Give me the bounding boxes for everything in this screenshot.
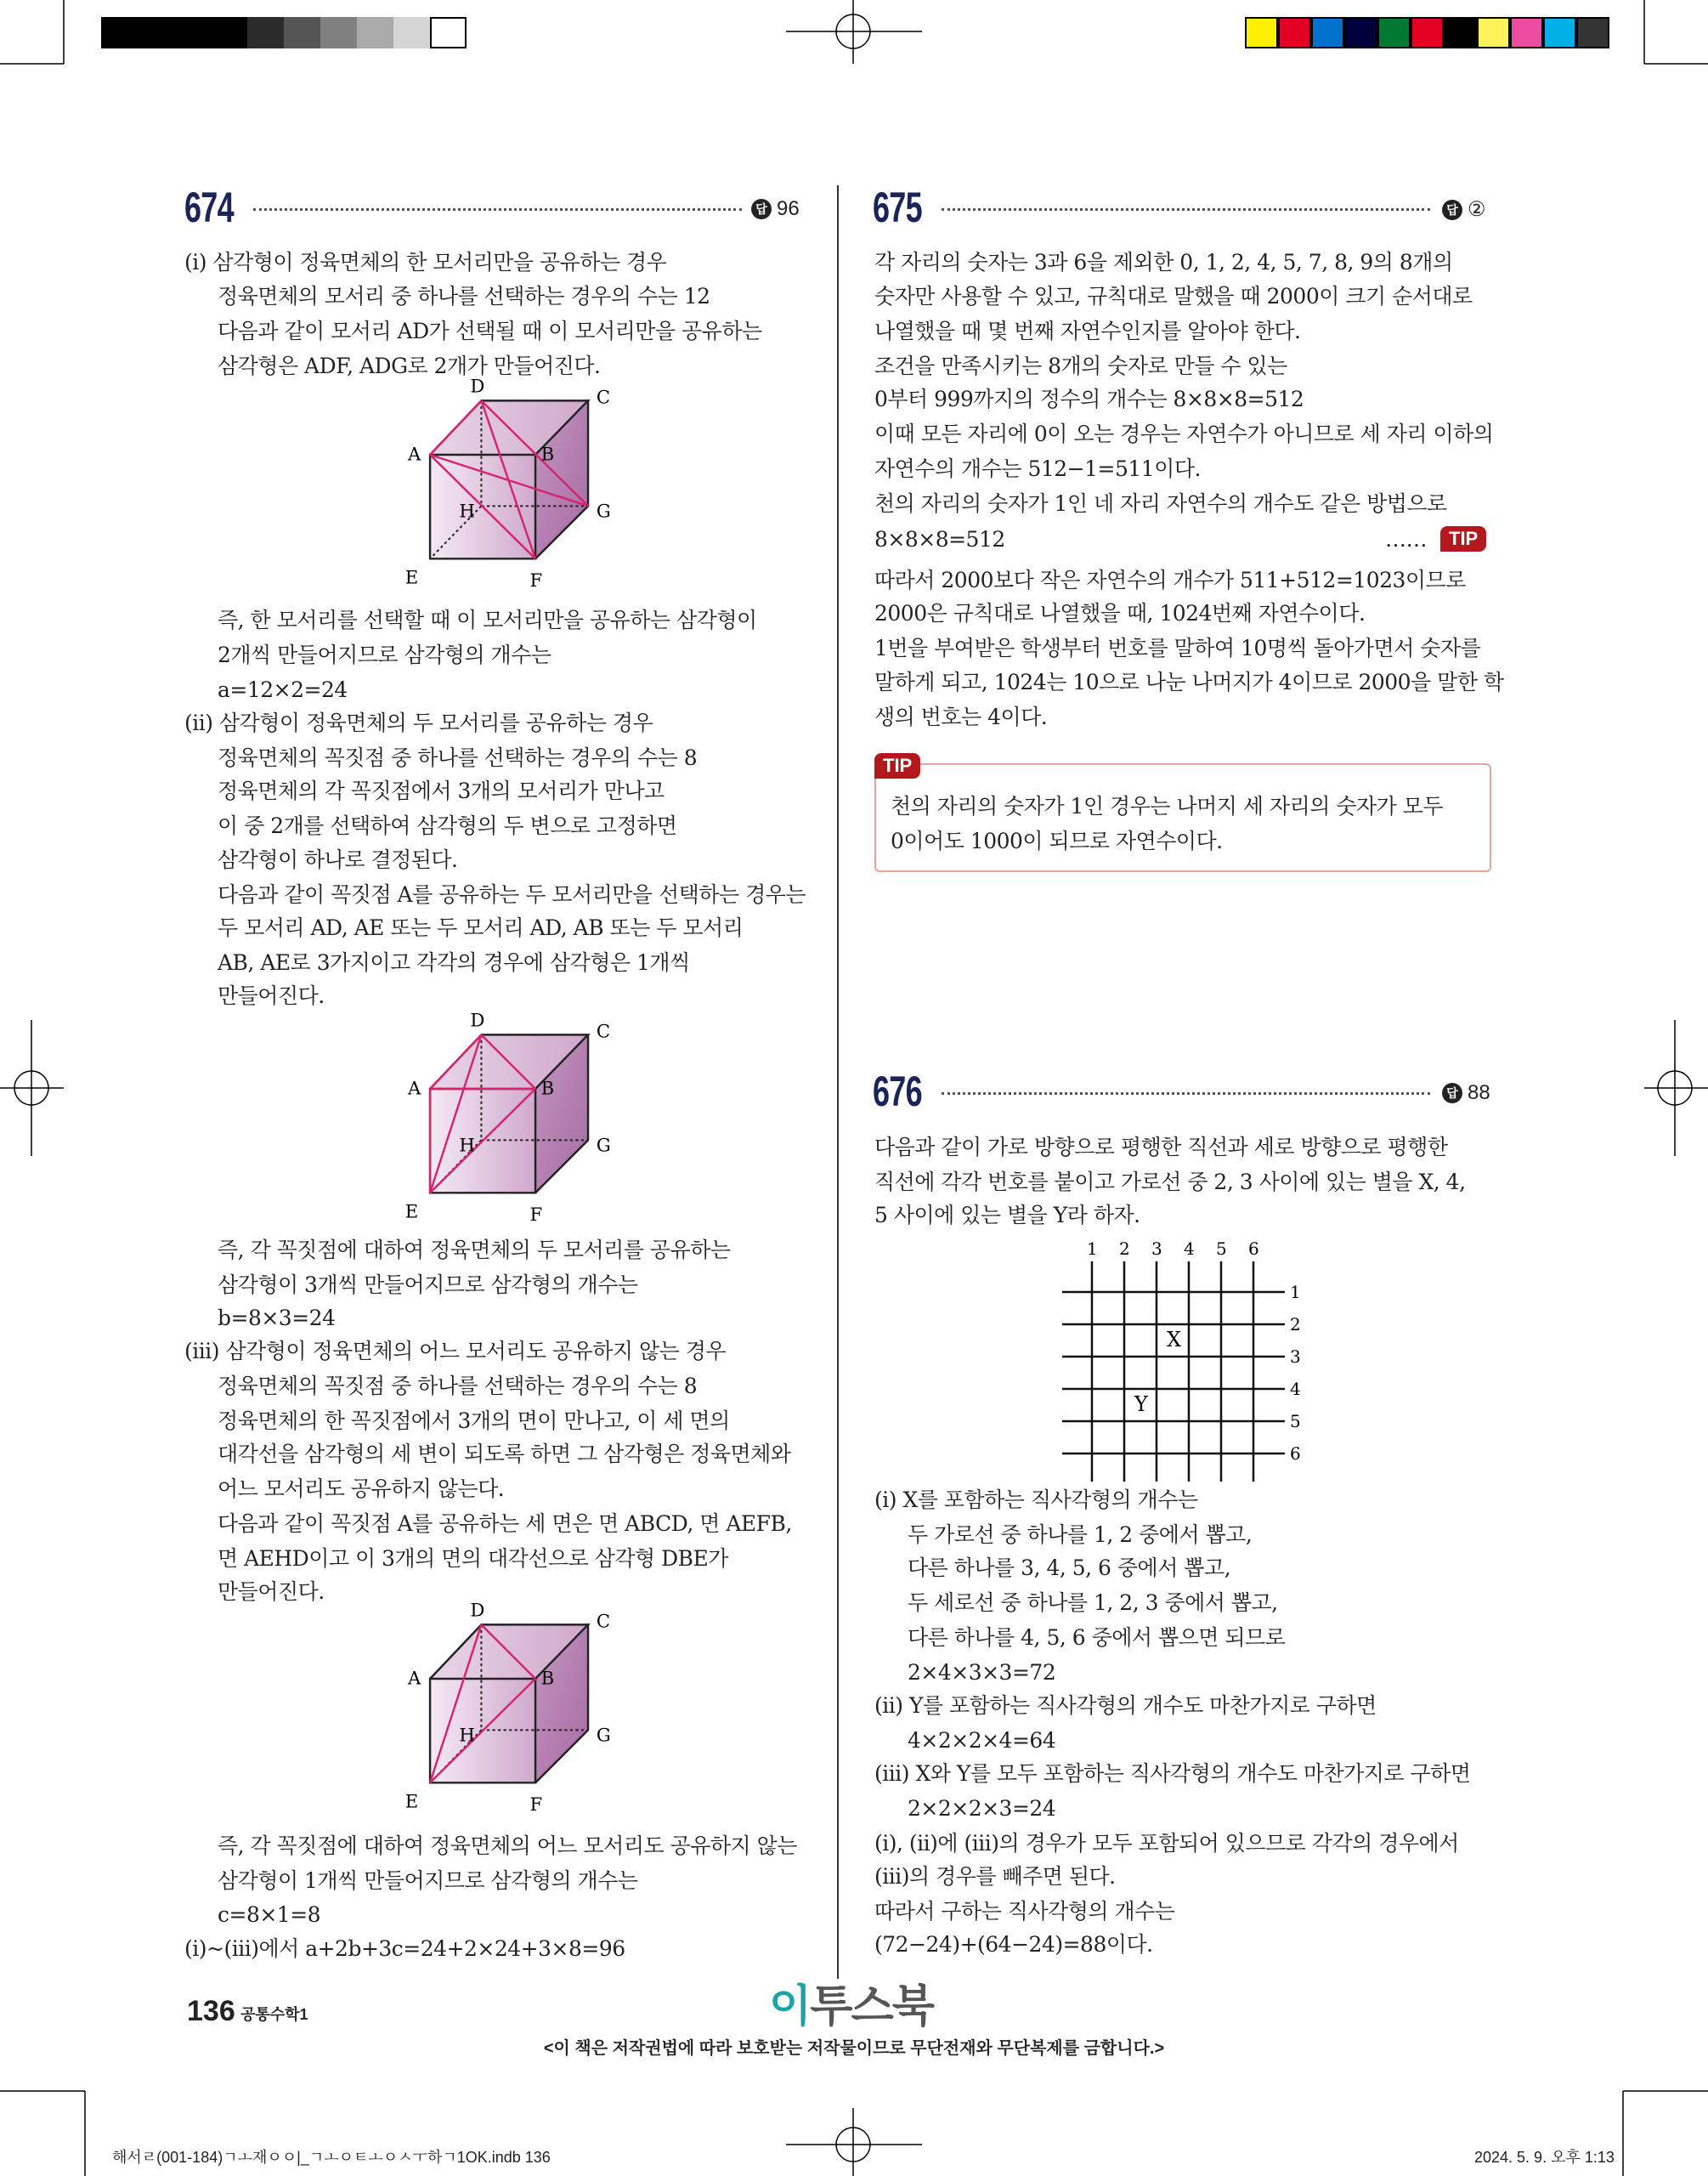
text-line: (i)~(iii)에서 a+2b+3c=24+2×24+3×8=96 <box>184 1936 625 1961</box>
text-line: (i) X를 포함하는 직사각형의 개수는 <box>874 1488 1198 1512</box>
vertex-label: A <box>407 443 421 465</box>
text-line: 다른 하나를 4, 5, 6 중에서 뽑으면 되므로 <box>908 1625 1286 1650</box>
slug-filename: 해서ㄹ(001-184)ㄱㅗ재ㅇㅇ|_ㄱㅗㅇㅌㅗㅇㅅㅜ하ㄱ1OK.indb 136 <box>112 2149 551 2166</box>
answer-value: 88 <box>1468 1081 1490 1104</box>
color-swatch <box>1444 17 1477 48</box>
text-line: 다음과 같이 모서리 AD가 선택될 때 이 모서리만을 공유하는 <box>218 319 762 343</box>
text-line: 5 사이에 있는 별을 Y라 하자. <box>874 1203 1140 1227</box>
problem-number-674: 674 <box>184 184 234 231</box>
gray-swatch <box>393 17 430 48</box>
text-line: 다음과 같이 꼭짓점 A를 공유하는 두 모서리만을 선택하는 경우는 <box>218 882 806 907</box>
text-line: 2000은 규칙대로 나열했을 때, 1024번째 자연수이다. <box>874 601 1366 626</box>
color-swatch <box>1411 17 1444 48</box>
text-line: (iii)의 경우를 빼주면 된다. <box>874 1864 1116 1889</box>
row-label: 4 <box>1290 1379 1301 1399</box>
answer-675 <box>1442 197 1486 222</box>
text-line: 이때 모든 자리에 0이 오는 경우는 자연수가 아니므로 세 자리 이하의 <box>874 422 1494 446</box>
leader-dots <box>942 208 1430 211</box>
text-line: 즉, 각 꼭짓점에 대하여 정육면체의 어느 모서리도 공유하지 않는 <box>218 1833 797 1858</box>
text-line: 이 중 2개를 선택하여 삼각형의 두 변으로 고정하면 <box>218 813 677 838</box>
text-line: 2×2×2×3=24 <box>908 1796 1056 1821</box>
text-line: a=12×2=24 <box>218 677 348 702</box>
text-line: 1번을 부여받은 학생부터 번호를 말하여 10명씩 돌아가면서 숫자를 <box>874 636 1481 660</box>
slug-date: 2024. 5. 9. 오후 1:13 <box>1474 2149 1615 2166</box>
text-line: (i), (ii)에 (iii)의 경우가 모두 포함되어 있으므로 각각의 경우에서 <box>874 1831 1459 1856</box>
text-line: (iii) X와 Y를 모두 포함하는 직사각형의 개수도 마찬가지로 구하면 <box>874 1761 1471 1786</box>
vertex-label: E <box>404 566 419 588</box>
tip-marker-badge: TIP <box>1440 526 1486 552</box>
star-y-label: Y <box>1134 1392 1148 1416</box>
vertex-label: E <box>404 1200 419 1222</box>
text-line: 2개씩 만들어지므로 삼각형의 개수는 <box>218 643 551 667</box>
text-line: 삼각형이 1개씩 만들어지므로 삼각형의 개수는 <box>218 1868 638 1893</box>
color-swatch <box>1576 17 1609 48</box>
copyright-notice: <이 책은 저작권법에 따라 보호받는 저작물이므로 무단전재와 무단복제를 금합니다.> <box>543 2039 1165 2058</box>
text-line: 천의 자리의 숫자가 1인 경우는 나머지 세 자리의 숫자가 모두 <box>891 794 1444 819</box>
text-line: (ii) Y를 포함하는 직사각형의 개수도 마찬가지로 구하면 <box>874 1693 1377 1718</box>
text-line: 따라서 구하는 직사각형의 개수는 <box>874 1899 1175 1924</box>
column-label: 5 <box>1216 1238 1227 1259</box>
cube-figure-3 <box>399 1600 649 1822</box>
answer-icon: 답 <box>751 199 772 219</box>
gray-swatch <box>101 17 138 48</box>
text-line: 어느 모서리도 공유하지 않는다. <box>218 1476 505 1501</box>
text-line: 8×8×8=512 <box>874 527 1005 552</box>
text-line: 자연수의 개수는 512−1=511이다. <box>874 456 1201 481</box>
answer-674 <box>751 197 800 221</box>
gray-swatch <box>357 17 393 48</box>
text-line: 따라서 2000보다 작은 자연수의 개수가 511+512=1023이므로 <box>874 568 1466 592</box>
tip-box <box>874 763 1491 872</box>
logo-part: 이 <box>769 1982 811 2032</box>
text-line: AB, AE로 3가지이고 각각의 경우에 삼각형은 1개씩 <box>218 950 690 975</box>
text-line: 다른 하나를 3, 4, 5, 6 중에서 뽑고, <box>908 1556 1231 1580</box>
column-label: 2 <box>1119 1238 1130 1259</box>
gray-swatch <box>174 17 211 48</box>
vertex-label: H <box>459 1134 475 1156</box>
text-line: 대각선을 삼각형의 세 변이 되도록 하면 그 삼각형은 정육면체와 <box>218 1442 791 1466</box>
text-line: 정육면체의 한 꼭짓점에서 3개의 면이 만나고, 이 세 면의 <box>218 1408 730 1433</box>
vertex-label: B <box>540 443 555 465</box>
column-label: 6 <box>1248 1238 1259 1259</box>
grid-figure <box>1054 1231 1309 1486</box>
text-line: 두 세로선 중 하나를 1, 2, 3 중에서 뽑고, <box>908 1590 1278 1615</box>
vertex-label: A <box>407 1077 421 1099</box>
tip-box-label: TIP <box>874 753 920 779</box>
text-line: 즉, 각 꼭짓점에 대하여 정육면체의 두 모서리를 공유하는 <box>218 1238 731 1262</box>
logo-part: 투스북 <box>810 1982 933 2032</box>
subject-label: 공통수학1 <box>240 2006 308 2023</box>
text-line: 조건을 만족시키는 8개의 숫자로 만들 수 있는 <box>874 354 1287 378</box>
text-line: 면 AEHD이고 이 3개의 면의 대각선으로 삼각형 DBE가 <box>218 1546 728 1571</box>
vertex-label: F <box>529 1793 543 1815</box>
answer-676 <box>1442 1081 1490 1105</box>
text-line: 말하게 되고, 1024는 10으로 나눈 나머지가 4이므로 2000을 말한 학 <box>874 670 1504 694</box>
text-line: 나열했을 때 몇 번째 자연수인지를 알아야 한다. <box>874 319 1301 343</box>
text-line: (iii) 삼각형이 정육면체의 어느 모서리도 공유하지 않는 경우 <box>184 1339 727 1363</box>
text-line: 정육면체의 꼭짓점 중 하나를 선택하는 경우의 수는 8 <box>218 1374 698 1398</box>
publisher-logo <box>769 1970 933 2034</box>
leader-dots <box>253 208 742 211</box>
text-line: (72−24)+(64−24)=88이다. <box>874 1932 1153 1957</box>
text-line: 직선에 각각 번호를 붙이고 가로선 중 2, 3 사이에 있는 별을 X, 4, <box>874 1170 1466 1194</box>
column-label: 4 <box>1184 1238 1195 1259</box>
text-line: (i) 삼각형이 정육면체의 한 모서리만을 공유하는 경우 <box>184 250 667 275</box>
color-swatch <box>1311 17 1344 48</box>
tip-marker-dots: …… <box>1385 527 1427 552</box>
star-x-label: X <box>1167 1328 1182 1352</box>
row-label: 6 <box>1290 1443 1301 1464</box>
answer-value: 96 <box>777 197 800 220</box>
text-line: (ii) 삼각형이 정육면체의 두 모서리를 공유하는 경우 <box>184 711 653 735</box>
text-line: 즉, 한 모서리를 선택할 때 이 모서리만을 공유하는 삼각형이 <box>218 608 757 632</box>
color-swatch <box>1377 17 1411 48</box>
color-swatch <box>1510 17 1543 48</box>
text-line: 삼각형은 ADF, ADG로 2개가 만들어진다. <box>218 354 601 378</box>
vertex-label: A <box>407 1667 421 1689</box>
answer-value: ② <box>1468 198 1486 221</box>
text-line: 정육면체의 각 꼭짓점에서 3개의 모서리가 만나고 <box>218 779 665 803</box>
vertex-label: C <box>596 1610 611 1632</box>
leader-dots <box>942 1092 1430 1095</box>
text-line: 만들어진다. <box>218 1579 325 1604</box>
color-swatch <box>1344 17 1377 48</box>
column-label: 1 <box>1087 1238 1098 1259</box>
row-label: 2 <box>1290 1314 1301 1334</box>
text-line: 정육면체의 모서리 중 하나를 선택하는 경우의 수는 12 <box>218 284 710 309</box>
gray-swatch <box>247 17 284 48</box>
text-line: b=8×3=24 <box>218 1306 336 1330</box>
vertex-label: G <box>596 1724 611 1746</box>
vertex-label: E <box>404 1790 419 1812</box>
cube-figure-1 <box>399 376 649 598</box>
page-number: 136 <box>187 1995 235 2027</box>
text-line: 정육면체의 꼭짓점 중 하나를 선택하는 경우의 수는 8 <box>218 745 698 770</box>
column-label: 3 <box>1151 1238 1162 1259</box>
vertex-label: C <box>596 1020 611 1042</box>
text-line: 다음과 같이 가로 방향으로 평행한 직선과 세로 방향으로 평행한 <box>874 1135 1448 1159</box>
text-line: 생의 번호는 4이다. <box>874 705 1048 729</box>
vertex-label: F <box>529 1203 543 1225</box>
problem-number-675: 675 <box>873 184 922 231</box>
row-label: 3 <box>1290 1346 1301 1367</box>
answer-icon: 답 <box>1442 1083 1462 1103</box>
vertex-label: B <box>540 1667 555 1689</box>
gray-swatch <box>284 17 320 48</box>
text-line: 만들어진다. <box>218 983 325 1008</box>
color-swatch <box>1245 17 1278 48</box>
vertex-label: G <box>596 500 611 522</box>
gray-swatch <box>320 17 357 48</box>
text-line: c=8×1=8 <box>218 1902 321 1927</box>
text-line: 각 자리의 숫자는 3과 6을 제외한 0, 1, 2, 4, 5, 7, 8, 9의 8개의 <box>874 250 1453 275</box>
vertex-label: D <box>470 1010 485 1031</box>
text-line: 삼각형이 하나로 결정된다. <box>218 847 458 872</box>
text-line: 0부터 999까지의 정수의 개수는 8×8×8=512 <box>874 387 1304 411</box>
text-line: 삼각형이 3개씩 만들어지므로 삼각형의 개수는 <box>218 1272 638 1297</box>
text-line: 0이어도 1000이 되므로 자연수이다. <box>891 829 1223 853</box>
answer-icon: 답 <box>1442 200 1462 220</box>
gray-swatch <box>430 17 467 48</box>
text-line: 숫자만 사용할 수 있고, 규칙대로 말했을 때 2000이 크기 순서대로 <box>874 284 1473 309</box>
text-line: 두 모서리 AD, AE 또는 두 모서리 AD, AB 또는 두 모서리 <box>218 915 744 940</box>
vertex-label: H <box>459 1724 475 1746</box>
vertex-label: B <box>540 1077 555 1099</box>
cube-figure-2 <box>399 1010 649 1232</box>
row-label: 1 <box>1290 1282 1301 1302</box>
vertex-label: D <box>470 376 485 397</box>
color-swatch <box>1278 17 1311 48</box>
text-line: 4×2×2×4=64 <box>908 1728 1056 1753</box>
text-line: 두 가로선 중 하나를 1, 2 중에서 뽑고, <box>908 1522 1253 1547</box>
text-line: 다음과 같이 꼭짓점 A를 공유하는 세 면은 면 ABCD, 면 AEFB, <box>218 1511 792 1536</box>
text-line: 2×4×3×3=72 <box>908 1660 1056 1685</box>
row-label: 5 <box>1290 1411 1301 1431</box>
vertex-label: G <box>596 1134 611 1156</box>
text-line: 천의 자리의 숫자가 1인 네 자리 자연수의 개수도 같은 방법으로 <box>874 491 1447 516</box>
vertex-label: D <box>470 1600 485 1621</box>
gray-swatch <box>211 17 247 48</box>
problem-number-676: 676 <box>873 1068 922 1115</box>
vertex-label: C <box>596 386 611 408</box>
color-swatch <box>1477 17 1510 48</box>
vertex-label: F <box>529 569 543 591</box>
vertex-label: H <box>459 500 475 522</box>
gray-swatch <box>138 17 174 48</box>
column-divider <box>837 185 839 1979</box>
color-swatch <box>1543 17 1576 48</box>
